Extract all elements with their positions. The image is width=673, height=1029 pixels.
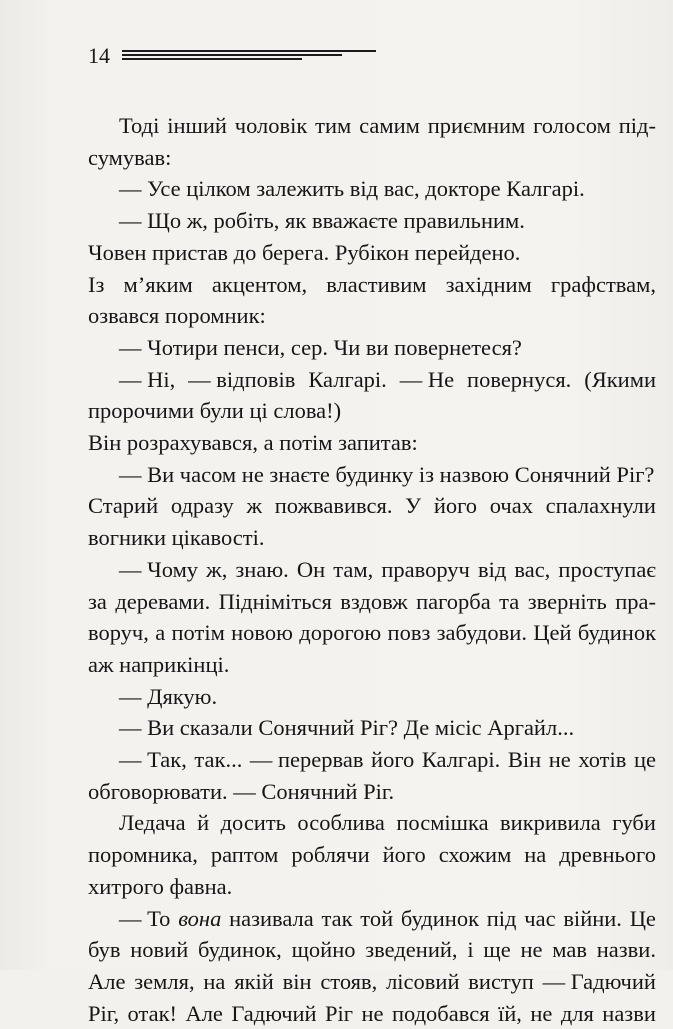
text-line: обговорювати. — Сонячний Ріг. (88, 778, 395, 804)
text-line: Тоді інший чоловік тим самим приємним голосом під- (119, 113, 656, 138)
text-line: Старий одразу ж пожвавився. У його очах спалахнули (88, 493, 656, 519)
text-line: Ріг, отак! Але Гадючий Ріг не подобався їй, не для назви (88, 1000, 656, 1026)
text-line: аж наприкінці. (88, 651, 230, 677)
text-line: — Що ж, робіть, як вважаєте правильним. (119, 208, 525, 234)
text-line: — Так, так... — перервав його Калгарі. Він не хотів це (119, 747, 656, 773)
text-line: Із м’яким акцентом, властивим західним графствам, (88, 271, 656, 297)
text-line: Човен пристав до берега. Рубікон перейдено. (88, 239, 521, 265)
text-line: — Ви часом не знаєте будинку із назвою Сонячний Ріг? (119, 461, 655, 487)
text-line: Він розрахувався, а потім запитав: (88, 430, 418, 456)
page-header (88, 40, 388, 70)
text-line: сумував: (88, 144, 172, 170)
body-text (88, 110, 656, 1029)
page-number: 14 (88, 43, 110, 68)
text-line: Ледача й досить особлива посмішка викривила губи (119, 810, 656, 836)
text-line: Але земля, на якій він стояв, лісовий виступ — Гадючий (88, 968, 656, 994)
text-line: озвався поромник: (88, 303, 266, 329)
text-line: був новий будинок, щойно зведений, і ще не мав назви. (88, 937, 656, 963)
text-line: — То вона називала так той будинок під час війни. Це (88, 903, 656, 935)
header-rule (122, 47, 376, 63)
italic-word: вона (178, 905, 222, 931)
text-line: пророчими були ці слова!) (88, 398, 342, 424)
text-line: — Ви сказали Сонячний Ріг? Де місіс Аргайл... (119, 715, 575, 741)
text-line: воруч, а потім новою дорогою повз забудови. Цей будинок (88, 620, 656, 646)
text-line: — Чому ж, знаю. Он там, праворуч від вас, проступає (119, 556, 656, 582)
text-line: вогники цікавості. (88, 525, 265, 551)
text-line: хитрого фавна. (88, 873, 233, 899)
text-line: поромника, раптом роблячи його схожим на древнього (88, 842, 656, 868)
text-line: за деревами. Підніміться вздовж пагорба та зверніть пра- (88, 588, 656, 614)
text-line: — Чотири пенси, сер. Чи ви повернетеся? (119, 334, 522, 360)
text-line: — Дякую. (119, 683, 218, 709)
text-line: — Ні, — відповів Калгарі. — Не повернуся. (Якими (119, 366, 656, 392)
text-line: — Усе цілком залежить від вас, докторе Калгарі. (119, 176, 585, 202)
